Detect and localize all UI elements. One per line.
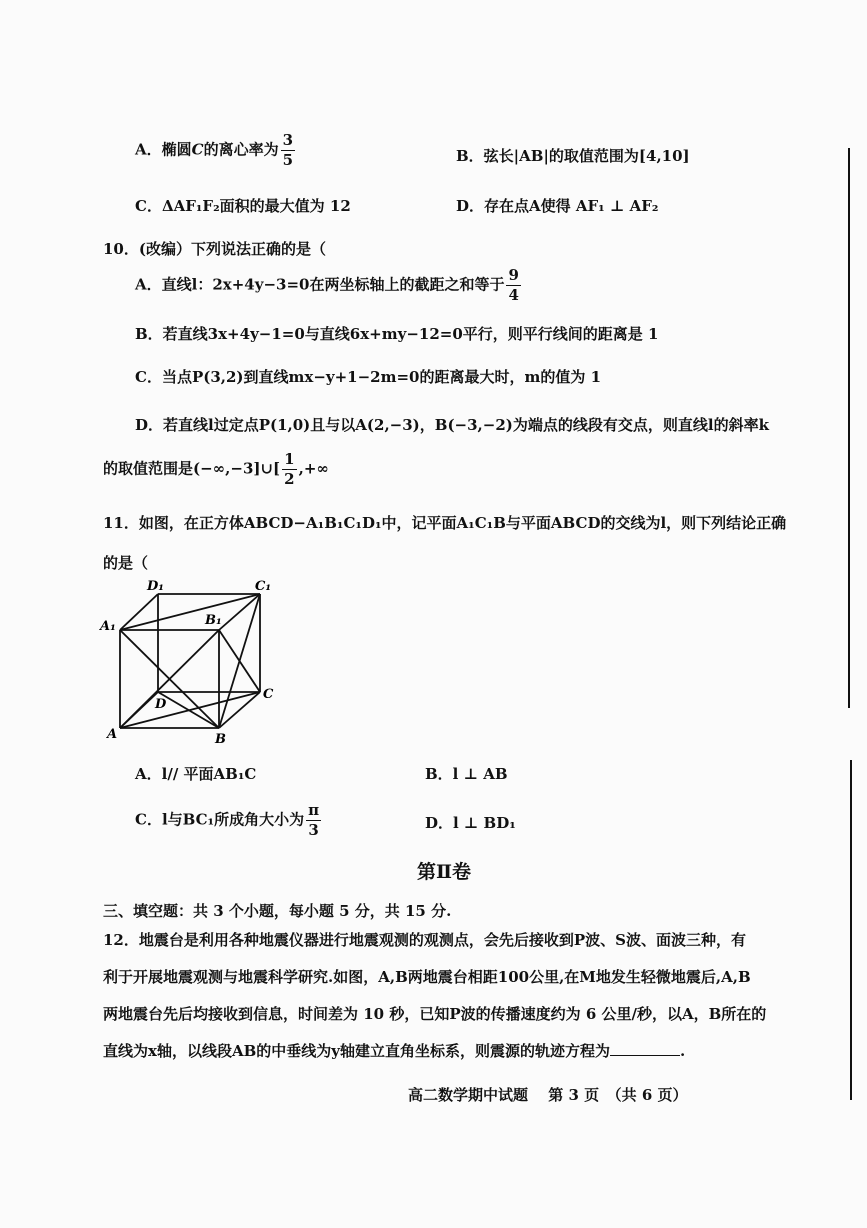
q12-line1: 12．地震台是利用各种地震仪器进行地震观测的观测点，会先后接收到P波、S波、面波三种，有 — [103, 931, 746, 949]
fraction-numerator: 9 — [508, 266, 519, 284]
fraction-numerator: 3 — [282, 131, 294, 149]
fraction-denominator: 3 — [308, 821, 319, 839]
q12-line4 — [103, 1040, 685, 1061]
answer-blank — [610, 1055, 680, 1056]
q10-option-d-range: 的取值范围是(−∞,−3]∪[ — [103, 459, 281, 478]
q9-option-a-fraction — [281, 133, 295, 168]
label-b1: B₁ — [205, 613, 222, 628]
label-a: A — [107, 727, 118, 742]
fraction-numerator: π — [308, 801, 320, 819]
q9-option-a — [135, 133, 297, 168]
q10-option-d-continued — [103, 452, 329, 487]
q12-line4-end: . — [679, 1042, 686, 1060]
q12-line2: 利于开展地震观测与地震科学研究.如图，A,B两地震台相距100公里,在M地发生轻微地震后,A,B — [103, 968, 751, 986]
q11-stem-line2: 的是（ — [103, 554, 149, 572]
q10-option-c: C．当点P(3,2)到直线mx−y+1−2m=0的距离最大时，m的值为 1 — [135, 368, 602, 386]
q11-option-d: D．l ⊥ BD₁ — [425, 814, 516, 832]
section-title: 第Ⅱ卷 — [417, 861, 472, 883]
page-footer: 高二数学期中试题 第 3 页 （共 6 页） — [408, 1086, 688, 1104]
q9-option-a-var: C — [191, 140, 204, 159]
q10-option-a-text: A．直线l：2x+4y−3=0在两坐标轴上的截距之和等于 — [135, 275, 505, 294]
label-b: B — [215, 732, 226, 747]
section-heading: 三、填空题：共 3 个小题，每小题 5 分，共 15 分. — [103, 902, 452, 920]
q10-option-b: B．若直线3x+4y−1=0与直线6x+my−12=0平行，则平行线间的距离是 1 — [135, 325, 659, 343]
q11-stem-line1: 11．如图，在正方体ABCD−A₁B₁C₁D₁中，记平面A₁C₁B与平面ABCD的交线为l，则下列结论正确 — [103, 514, 787, 532]
q9-option-c: C．ΔAF₁F₂面积的最大值为 12 — [135, 197, 351, 215]
label-a1: A₁ — [100, 619, 116, 634]
fraction-denominator: 4 — [508, 286, 519, 304]
fraction-denominator: 5 — [282, 151, 294, 169]
q9-option-a-mid: 的离心率为 — [203, 140, 279, 159]
q9-option-b: B．弦长|AB|的取值范围为[4,10] — [456, 147, 690, 165]
label-c1: C₁ — [255, 579, 272, 594]
page-edge-line — [850, 760, 852, 1100]
page-edge-line — [848, 148, 850, 708]
q10-option-a — [135, 268, 523, 303]
q10-stem: 10．(改编）下列说法正确的是（ — [103, 240, 326, 258]
diagonal-b1-c — [219, 630, 260, 692]
q11-option-c-text: C．l与BC₁所成角大小为 — [135, 810, 305, 829]
q10-option-d-fraction — [282, 452, 296, 487]
fraction-denominator: 2 — [284, 470, 295, 488]
q10-option-d: D．若直线l过定点P(1,0)且与以A(2,−3)，B(−3,−2)为端点的线段有交点，则直线l的斜率k — [135, 416, 769, 434]
q9-option-d: D．存在点A使得 AF₁ ⊥ AF₂ — [456, 197, 659, 215]
q10-option-a-fraction — [506, 268, 520, 303]
cube-figure — [95, 572, 290, 752]
q11-option-b: B．l ⊥ AB — [425, 765, 508, 783]
q11-option-c — [135, 803, 323, 838]
fraction-numerator: 1 — [284, 450, 295, 468]
q11-option-c-fraction — [306, 803, 321, 838]
q9-option-a-prefix: A．椭圆 — [135, 140, 192, 159]
q10-option-d-end: ,+∞ — [298, 459, 329, 478]
q11-option-a: A．l// 平面AB₁C — [135, 765, 257, 783]
label-d1: D₁ — [147, 579, 164, 594]
label-d: D — [155, 697, 167, 712]
label-c: C — [263, 687, 274, 702]
q12-line4-text: 直线为x轴，以线段AB的中垂线为y轴建立直角坐标系，则震源的轨迹方程为 — [103, 1042, 610, 1060]
q12-line3: 两地震台先后均接收到信息，时间差为 10 秒，已知P波的传播速度约为 6 公里/秒，以A，B所在的 — [103, 1005, 767, 1023]
